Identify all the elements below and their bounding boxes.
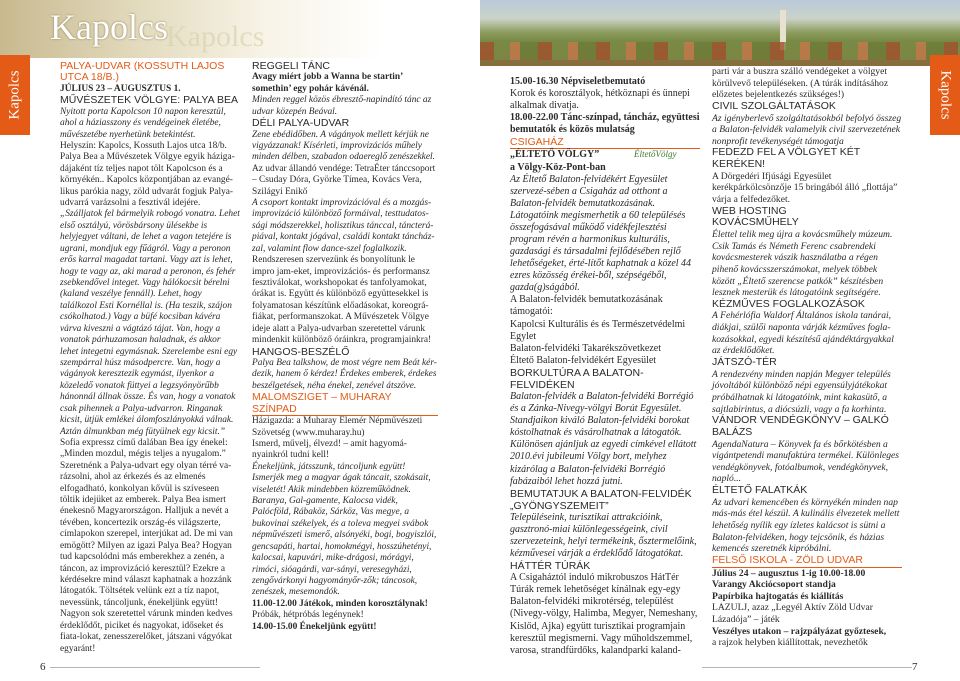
footer-rule-right <box>702 667 912 668</box>
side-tab-left <box>0 55 30 135</box>
paragraph: CSIGAHÁZ <box>510 136 700 149</box>
paragraph: Zene ebédidőben. A vágányok mellett kérjük ne vigyázzanak! Kísérleti, improvizációs műhely minden délben, szabadon odaereglő zenészekkel. <box>252 129 435 163</box>
paragraph: Minden reggel közös ébresztő-napindító tánc az udvar közepén Beával. <box>252 95 432 117</box>
paragraph: Veszélyes utakon – rajzpályázat győztesek, <box>712 625 887 637</box>
elteto-volgy-logo: ÉltetőVölgy <box>634 149 677 159</box>
paragraph: Korok és korosztályok, hétköznapi és ünnepi alkalmak divatja. <box>510 88 690 112</box>
paragraph: Rendszeresen szervezünk és bonyolítunk le impro jam-eket, improvizációs- és performansz fesztiválokat, workshopokat és tanfolyamokat, órákat is. Együtt és különböző együttesekkel is folyamatosan készítünk előadásokat, koreográ-fiákat, performanszokat. A Művészetek Völgye ideje alatt a Palya-udvarban szeretettel várunk mindenkit különböző óráinkra, programjainkra! <box>252 255 432 346</box>
paragraph: Éltető Balaton-felvidékért Egyesület <box>510 354 657 366</box>
paragraph: A csoport kontakt improvizációval és a mozgás-improvizáció különböző formáival, testtudatos-sági módszerekkel, holisztikus tánccal, táncterá-piával, kontakt jógával, családi kontakt táncház-zal, valamint flow dance-szel foglalkozik. <box>252 198 435 254</box>
right-column-2 <box>712 66 902 649</box>
page-number-left: 6 <box>40 661 46 673</box>
right-column-1 <box>510 76 700 657</box>
paragraph: BEMUTATJUK A BALATON-FELVIDÉK „GYÖNGYSZEMEIT” <box>510 487 692 512</box>
paragraph: 11.00-12.00 Játékok, minden korosztálynak! <box>252 598 428 609</box>
paragraph: A Balaton-felvidék bemutatkozásának támogatói: <box>510 294 663 318</box>
header-title: Kapolcs <box>50 7 168 47</box>
paragraph: REGGELI TÁNC <box>252 60 330 72</box>
paragraph: KÉZMŰVES FOGLALKOZÁSOK <box>712 297 865 310</box>
paragraph: VÁNDOR VENDÉGKÖNYV – GALKÓ BALÁZS <box>712 414 889 438</box>
paragraph: Palya Bea talkshow, de most végre nem Beát kér-dezik, hanem ő kérdez! Érdekes emberek, érdekes beszélgetések, néha énekel, zenével átszöve. <box>252 357 437 391</box>
paragraph: Papírbika hajtogatás és kiállítás <box>712 590 844 602</box>
paragraph: „ÉLTETŐ VÖLGY” <box>510 149 600 161</box>
paragraph: Avagy miért jobb a Wanna be startin’ somethin’ egy pohár kávénál. <box>252 72 403 94</box>
paragraph: Énekeljünk, játsszunk, táncoljunk együtt! Ismerjék meg a magyar ágak táncait, szokásait, viseletét! Akik mindebben közreműködnek. Baranya, Gal-gamente, Kalocsa vidék, Palócföld, Rábaköz, Sárköz, Vas megye, a bukovinai székelyek, és a toleva megyei svábok népművészeti ismerő, alsónyéki, bogi, bogyiszlói, gencsapáti, hartai, homokmégyi, hosszúhetényi, kalocsai, kapuvári, mike-drágosi, mórágyi, rimóci, sióagárdi, var-sányi, veresegyházi, zengővárkonyi hagyományőr-zők; táncosok, zenészek, mesemondók. <box>252 461 437 598</box>
paragraph: Balaton-felvidék a Balaton-felvidéki Borrégió és a Zánka-Nivegy-völgyi Borút Egyesület. Standjaikon kiváló Balaton-felvidéki borokat kóstolhatnak és vásárolhatnak a látogatók. Különösen ajánljuk az egyedi címkével ellátott 2010.évi jubileumi Völgy bort, melyhez kizárólag a Balaton-felvidéki Borrégió fabázaiból lehet hozzá jutni. <box>510 391 697 487</box>
paragraph: FEDEZD FEL A VÖLGYET KÉT KERÉKEN! <box>712 146 861 171</box>
side-tab-right <box>930 55 960 135</box>
paragraph: Házigazda: a Muharay Elemér Népművészeti Szövetség (www.muharay.hu) <box>252 416 423 438</box>
paragraph: PALYA-UDVAR (KOSSUTH LAJOS UTCA 18/B.) <box>60 60 225 84</box>
side-tab-label: Kapolcs <box>6 70 23 120</box>
footer-rule-left <box>50 667 260 668</box>
paragraph: parti vár a buszra szálló vendégeket a völgyet körülvevő településeken. (A túrák indításához előzetes bejelentkezés szükséges!) <box>712 66 889 101</box>
header-ghost-title: Kapolcs <box>166 20 265 53</box>
paragraph: Nyitott porta Kapolcson 10 napon keresztül, ahol a háziasszony és vendégeinek életébe, művészetébe nyerhetünk betekintést. <box>60 106 226 140</box>
paragraph: A Fehérlófia Waldorf Általános iskola tanárai, diákjai, szülői naponta várják kézműves fogla-kozásokkal, egyedi készítésű ajándéktárgyakkal az érdeklődőket. <box>712 310 894 357</box>
paragraph: CIVIL SZOLGÁLTATÁSOK <box>712 99 836 112</box>
paragraph: AgendaNatura – Könyvek fa és bőrkötésben a vigántpetendi manufaktúra termékei. Különleges vendégkönyvek, fotóalbumok, vendégkönyvek, napló... <box>712 438 900 485</box>
paragraph: MŰVÉSZETEK VÖLGYE: PALYA BEA <box>60 94 238 107</box>
paragraph: MALOMSZIGET – MUHARAY SZÍNPAD <box>252 392 438 416</box>
paragraph: Az udvari kemencében és környékén minden nap más-más étel készül. A kulinális élvezetek mellett lehetőség nyílik egy ízletes kalácsot is sütni a Balaton-felvidéken, hogy tejcsönik, és házias kemencés szeretnék kipróbálni. <box>712 496 900 555</box>
paragraph: JÁTSZÓ-TÉR <box>712 356 777 369</box>
paragraph: JÚLIUS 23 – AUGUSZTUS 1. <box>60 83 181 94</box>
paragraph: A Dörgedéri Ifjúsági Egyesület kerékpárkölcsönzője 15 bringából álló „flottája” várja a felfedezőket. <box>712 170 898 206</box>
paragraph: Sofia expressz című dalában Bea így énekel: „Minden mozdul, mégis teljes a nyugalom.” Szeretnénk a Palya-udvart egy olyan térré va-rázsolni, ahol az érkezés és az elmenés elfogadható, konkolyan kővül is szíveseen töltik idejüket az emberek. Palya Bea ismert énekesnő Magyarországon. Halljuk a nevét a tévében, koncertezik ország-és világszerte, címlapokon szerepel, interjúkat ad. De mi van emögött? Milyen az igazi Palya Bea? Hogyan tud kapcsolódni más emberekhez a zenén, a táncon, az improvizáció keresztül? Ezekre a kérdésekre mind választ kaphatnak a hozzánk látogatók. Töltsétek velünk ezt a tíz napot, nevessünk, táncoljunk, énekeljünk együtt! <box>60 437 233 608</box>
paragraph: Varangy Akciócsoport standja <box>712 579 836 591</box>
left-column-1 <box>60 61 240 655</box>
paragraph: Az Éltető Balaton-felvidékért Egyesület szervezé-sében a Csigaház ad otthont a Balaton-felvidék bemutatkozásának. Látogatóink megismerhetik a 60 településés összefogásával működő vidékfejlesztési program révén a harmonikus kulturális, gazdasági és társadalmi fejlődésében rejlő lehetőségeket, érté-lítőt kaphatnak a közel 44 ezres közösség érékei-ből, szépségéből, gazda(g)ságából. <box>510 173 692 294</box>
paragraph: DÉLI PALYA-UDVAR <box>252 117 350 130</box>
page-number-right: 7 <box>912 661 918 673</box>
paragraph: HANGOS-BESZÉLŐ <box>252 345 350 358</box>
left-column-2 <box>252 61 438 633</box>
paragraph: Az igényberlevő szolgáltatásokból befolyó összeg a Balaton-felvidék valamelyik civil szervezetének nonprofit tevékenységét támogatja <box>712 112 902 147</box>
paragraph: Nagyon sok szeretettel várunk minden kedves érdeklődőt, piciket és nagyokat, időseket és fiata-lokat, zenesszerelőket, játszani vágyókat egyaránt! <box>60 609 233 654</box>
paragraph: Kapolcsi Kulturális és és Természetvédelmi Egylet <box>510 318 686 342</box>
paragraph: a Völgy-Köz-Pont-ban <box>510 161 606 173</box>
paragraph: Élettel telik meg újra a kovácsműhely múzeum. Csik Tamás és Németh Ferenc csabrendeki kovácsmesterek vászik használatba a régen pihenő kovácsszerszámokat, melyek többek között „Éltető szerencse patkók” készítésben lesznek mesterük és látogatóink segítségére. <box>712 228 893 299</box>
right-page <box>480 0 960 681</box>
paragraph: HÁTTÉR TÚRÁK <box>510 560 591 573</box>
paragraph: 14.00-15.00 Énekeljünk együtt! <box>252 621 377 632</box>
side-tab-label: Kapolcs <box>937 70 954 120</box>
paragraph: ÉLTETŐ FALATKÁK <box>712 484 808 497</box>
paragraph: FELSŐ ISKOLA - ZÖLD UDVAR <box>712 555 902 568</box>
paragraph: a rajzok helyben kiállítottak, nevezhetők <box>712 637 868 649</box>
paragraph: Ismerd, művelj, élvezd! – amit hagyomá-nyainkról tudni kell! <box>252 438 407 461</box>
paragraph: Helyszín: Kapolcs, Kossuth Lajos utca 18/b. Palya Bea a Művészetek Völgye egyik háziga-dájaként tíz teljes napot tölt Kapolcson és a környékén.. Kapolcs központjában az evangé-likus parókia nagy, zöld udvarát fogjuk Palya-udvarrá varázsolni a fesztivál idejére. <box>60 140 235 209</box>
paragraph: KOVÁCSMŰHELY <box>712 216 799 229</box>
paragraph: Balaton-felvidéki Takarékszövetkezet <box>510 342 661 354</box>
paragraph: 15.00-16.30 Népviseletbemutató <box>510 76 646 87</box>
paragraph: „Szálljatok fel bármelyik robogó vonatra. Lehet első osztályú, vörösbársony ülésekbe is helyjegyet váltani, de lehet a vagon tetejére is ugrani, mondjuk egy fűágról. Vagy a peronon erős karral magadat tartani. Vagy azt is lehet, hogy te vagy az, aki marad a peronon, és fehér zsebkendővel integet. Vagy hálókocsit bérelni (kaland veszélye fennáll). Lehet, hogy találkozol Esti Kornéllal is. (Ha teszik, szájon csókolhatod.) Vagy a büfé kocsiban kávéra várva kiveszni a vágtázó tájat. Van, hogy a vonatok párhuzamosan haladnak, és akkor lehet integetni egymásnak. Szerelembe esni egy szempárral húsz másodpercre. Van, hogy a vágányok keresztezik egymást, ilyenkor a közeledő vonatok füttyei a legzsyönyörűbb hánonnál állnak össze. És van, hogy a vonatok csak pihennek a Palya-udvarron. Ringanak kicsit, ütjük emlékei álomfoszlányokká válnak. Aztán álmunkban még fütyülnek egy kicsit.” <box>60 209 240 437</box>
paragraph: Próbák, hétpróbás legénynek! <box>252 610 364 621</box>
paragraph: Az udvar állandó vendége: TetraÉter tánccsoport – Csuday Dóra, Györke Tímea, Kovács Vera, Szilágyi Enikő <box>252 163 436 197</box>
paragraph: Július 24 – augusztus 1-ig 10.00-18.00 <box>712 567 866 579</box>
paragraph: 18.00-22.00 Tánc-színpad, táncház, együttesi bemutatók és közös mulatság <box>510 112 700 136</box>
paragraph: BORKULTÚRA A BALATON-FELVIDÉKEN <box>510 366 644 391</box>
paragraph: A rendezvény minden napján Megyer település jóvoltából különböző népi egyensúlyjátékokat próbálhatnak ki látogatóink, mint kakasütő, a sajtlabirintus, a diócsúzli, vagy a fa korhinta. <box>712 368 891 415</box>
paragraph: A Csigaháztól induló mikrobuszos HátTér Túrák remek lehetőséget kínálnak egy-egy Balaton-felvidéki mikrotérség, települést (Nivegy-völgy, Halimba, Megyer, Nemeshany, Kislőd, Ajka) együtt turisztikai programjain keresztül megismerni. Vagy műholdszemmel, varosa, strandfürdőks, kalandparki kaland- <box>510 572 698 656</box>
paragraph: LAZULJ, azaz „Legyél Aktív Zöld Udvar Lázadója” – játék <box>712 602 873 626</box>
paragraph: WEB HOSTING <box>712 204 787 217</box>
paragraph: Településeink, turisztikai attrakcióink, gasztronó-miai különlegességeink, civil szervezeteink, helyi termékeink, ősztermelőink, kézművesei várják a érdeklődő látogatókat. <box>510 511 697 560</box>
